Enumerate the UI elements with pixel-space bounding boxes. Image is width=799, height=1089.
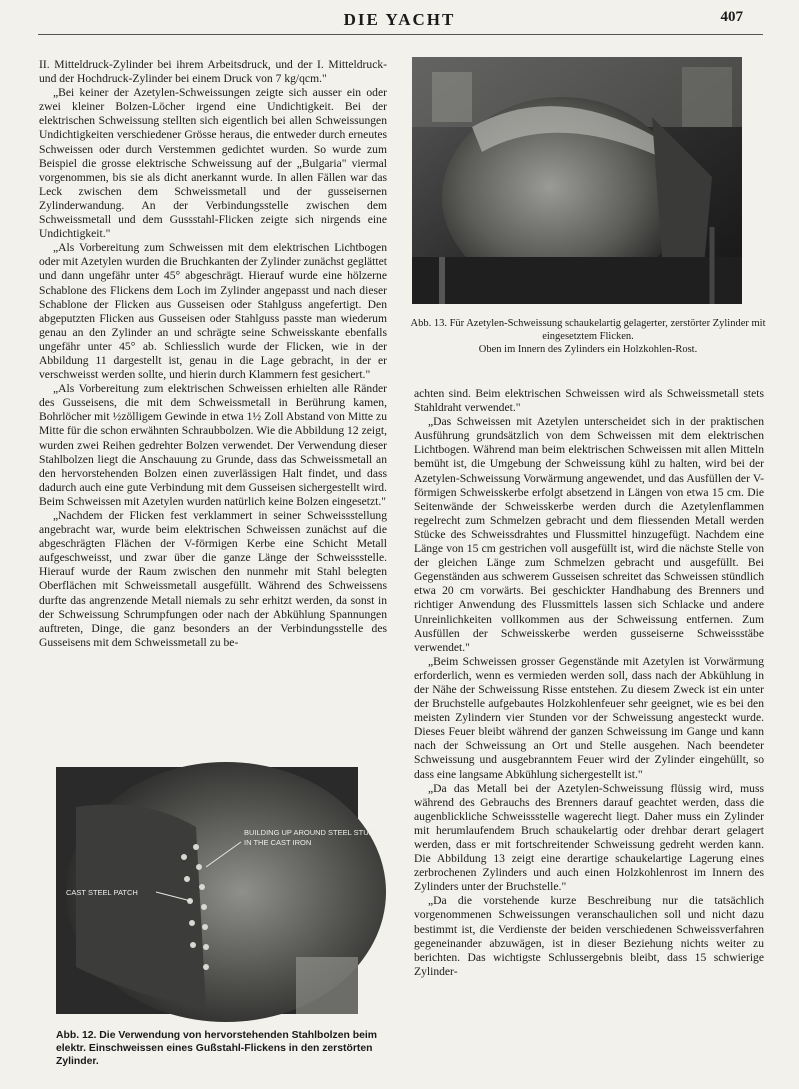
- figure-13-photo: [412, 57, 742, 304]
- patch-label: CAST STEEL PATCH: [66, 888, 138, 897]
- workshop-cylinder-image: [412, 57, 742, 304]
- caption-line: Oben im Innern des Zylinders ein Holzkohlen-Rost.: [478, 344, 698, 355]
- page-number: 407: [720, 9, 743, 25]
- paragraph: „Nachdem der Flicken fest verklammert in seiner Schweissstellung angebracht war, wurde beim elektrischen Schweissen zunächst auf die abgeschrägten Flächen der V-förmigen Kerbe eine Schicht Metall aufgeschweisst, und zwar über die ganze Länge der Schweissstelle. Hierauf wurde der Raum zwischen den nunmehr mit Stahl belegten Oberflächen mit Schweissmetall ausgefüllt. Während des Schweissens durfte das angrenzende Metall niemals zu sehr erhitzt werden, da sonst in der Schweissung Schrumpfungen oder nach der Abkühlung Spannungen auftreten, Dinge, die ganz besonders an der Verbindungsstelle des Gusseisens mit dem Schweissmetall zu be-: [39, 509, 387, 649]
- paragraph: II. Mitteldruck-Zylinder bei ihrem Arbeitsdruck, und der I. Mitteldruck- und der Hochdruck-Zylinder bei einem Druck von 7 kg/qcm.": [39, 58, 387, 86]
- figure-12-caption: Abb. 12. Die Verwendung von hervorstehenden Stahlbolzen beim elektr. Einschweissen eines Gußstahl-Flickens in den zerstörten Zylinder.: [56, 1030, 378, 1067]
- header-rule: [38, 34, 763, 35]
- cylinder-studs-image: [56, 767, 380, 1014]
- paragraph: „Als Vorbereitung zum Schweissen mit dem elektrischen Lichtbogen oder mit Azetylen wurden die Bruchkanten der Zylinder zunächst geglättet und dann ungefähr unter 45° abgeschrägt. Hierauf wurde eine hölzerne Schablone des Flickens dem Loch im Zylinder angepasst und nach dieser Schablone der Flicken aus Gusseisen oder Stahlguss angefertigt. Den abgeputzten Flicken aus Gusseisen oder Stahlguss passte man wiederum genau an den Zylinder an und schrägte seine Schweisskante ebenfalls ungefähr unter 45° ab. Schliesslich wurde der Flicken, wie in der Abbildung 11 dargestellt ist, genau in die Lage gebracht, in der er verschweisst werden sollte, und hierin durch Klammern fest gesichert.": [39, 241, 387, 382]
- paragraph: „Beim Schweissen grosser Gegenstände mit Azetylen ist Vorwärmung erforderlich, wenn es vermieden werden soll, dass nach der Abkühlung in der Nähe der Schweissung Risse entstehen. Zu diesem Zweck ist ein unter der Bruchstelle aufgebautes Holzkohlenfeuer sehr geeignet, wie es bei den meisten Zylindern vier Stunden vor der Schweissung angesteckt wurde. Dieses Feuer bleibt während der ganzen Schweissung im Gange und kann nach der Schweissung an Ort und Stelle ausgehen. Nach beendeter Schweissung und ausgebranntem Feuer wird der Zylinder eingehüllt, so dass eine langsame Abkühlung sichergestellt ist.": [414, 654, 764, 781]
- figure-13-caption: [408, 317, 768, 356]
- right-column: [414, 387, 764, 979]
- paragraph: „Als Vorbereitung zum elektrischen Schweissen erhielten alle Ränder des Gusseisens, die mit dem Schweissmetall in Berührung kamen, Bohrlöcher mit ½zölligem Gewinde in etwa 1½ Zoll Abstand von Mitte zu Mitte für die schon erwähnten Schraubbolzen. Wie die Abbildung 12 zeigt, wurden zwei Reihen gedrehter Bolzen verwendet. Der Verwendung dieser Stahlbolzen liegt die Anschauung zu Grunde, dass das Schweissmetall an den hervorstehenden Bolzen einen zuverlässigen Halt findet, und dass dadurch auch eine gute Verbindung mit dem Gusseisen sichergestellt wird. Beim Schweissen mit Azetylen wurden natürlich keine Bolzen eingesetzt.": [39, 382, 387, 508]
- paragraph: „Bei keiner der Azetylen-Schweissungen zeigte sich ausser ein oder zwei kleiner Bolzen-Löcher irgend eine Undichtigkeit. Bei der elektrischen Schweissung stellten sich eigentlich bei allen Schweissungen Undichtigkeiten verschiedener Grösse heraus, die entweder durch erneutes Schweissen oder durch Verstemmen gedichtet wurden. So wurde zum Beispiel die grosse elektrische Schweissung auf der „Bulgaria" viermal vorgenommen, bis sie als dicht anerkannt wurde. In allen Fällen war das Leck zwischen dem Schweissmetall und der gusseisernen Zylinderwandung. An der Verbindungsstelle zwischen dem Schweissmetall und dem Gussstahl-Flicken zeigte sich nirgends eine Undichtigkeit.": [39, 86, 387, 241]
- caption-line: Abb. 13. Für Azetylen-Schweissung schaukelartig gelagerter, zerstörter Zylinder mit eingesetztem Flicken.: [410, 318, 766, 342]
- paragraph: „Da das Metall bei der Azetylen-Schweissung flüssig wird, muss während des Gebrauchs des Brenners darauf geachtet werden, dass die augenblickliche Schweissstelle wagerecht liegt. Daher muss ein Zylinder mit herumlaufendem Bruch schaukelartig oder drehbar derart gelagert werden, dass er mit fortschreitender Schweissung gedreht werden kann. Die Abbildung 13 zeigt eine derartige schaukelartige Lagerung eines zerbrochenen Zylinders und auch einen Holzkohlenrost im Innern des Zylinders unter der Bruchstelle.": [414, 781, 764, 894]
- paragraph: achten sind. Beim elektrischen Schweissen wird als Schweissmetall stets Stahldraht verwendet.": [414, 387, 764, 415]
- figure-12-photo: [56, 767, 380, 1014]
- stud-label: BUILDING UP AROUND STEEL STUDS: [244, 828, 380, 837]
- running-header: DIE YACHT: [343, 10, 456, 29]
- paragraph: „Da die vorstehende kurze Beschreibung nur die tatsächlich vorgenommenen Schweissungen veranschaulichen soll und nicht dazu bestimmt ist, die Verdienste der beiden verschiedenen Schweissverfahren gegeneinander abzuwägen, ist in dieser Beziehung nichts weiter zu berichten. Das wichtigste Schlussergebnis bleibt, dass 15 schwierige Zylinder-: [414, 894, 764, 978]
- paragraph: „Das Schweissen mit Azetylen unterscheidet sich in der praktischen Ausführung grundsätzlich von dem Schweissen mit dem elektrischen Lichtbogen. Während man beim elektrischen Schweissen mit allen Mitteln bemüht ist, die Umgebung der Schweissung kühl zu halten, wird bei der Azetylen-Schweissung Vorwärmung angewendet, und das Ausfüllen der V-förmigen Schweisskerbe erfolgt absetzend in Längen von etwa 15 cm. Die Seitenwände der Schweisskerbe werden durch die Azetylenflammen regelrecht zum Schmelzen gebracht und dem fliessenden Metall werden Stücke des Schweissdrahtes und Flussmittel hinzugefügt. Nachdem eine Länge von 15 cm gestrichen voll ausgefüllt ist, wird die nächste Stelle von der gleichen Länge zum Schmelzen gebracht und ausgefüllt. Bei Gegenständen aus schwerem Gusseisen schreitet das Schweissen stündlich etwa 20 cm vorwärts. Bei geschickter Handhabung des Brenners und richtiger Anwendung des Flussmittels lassen sich Schlacke und andere Unreinlichkeiten vollkommen aus der Schweissung entfernen. Zum Ausfüllen der Schweisskerbe werden gusseiserne Schweissstäbe verwendet.": [414, 415, 764, 654]
- stud-label-line2: IN THE CAST IRON: [244, 838, 312, 847]
- left-column: [39, 58, 387, 650]
